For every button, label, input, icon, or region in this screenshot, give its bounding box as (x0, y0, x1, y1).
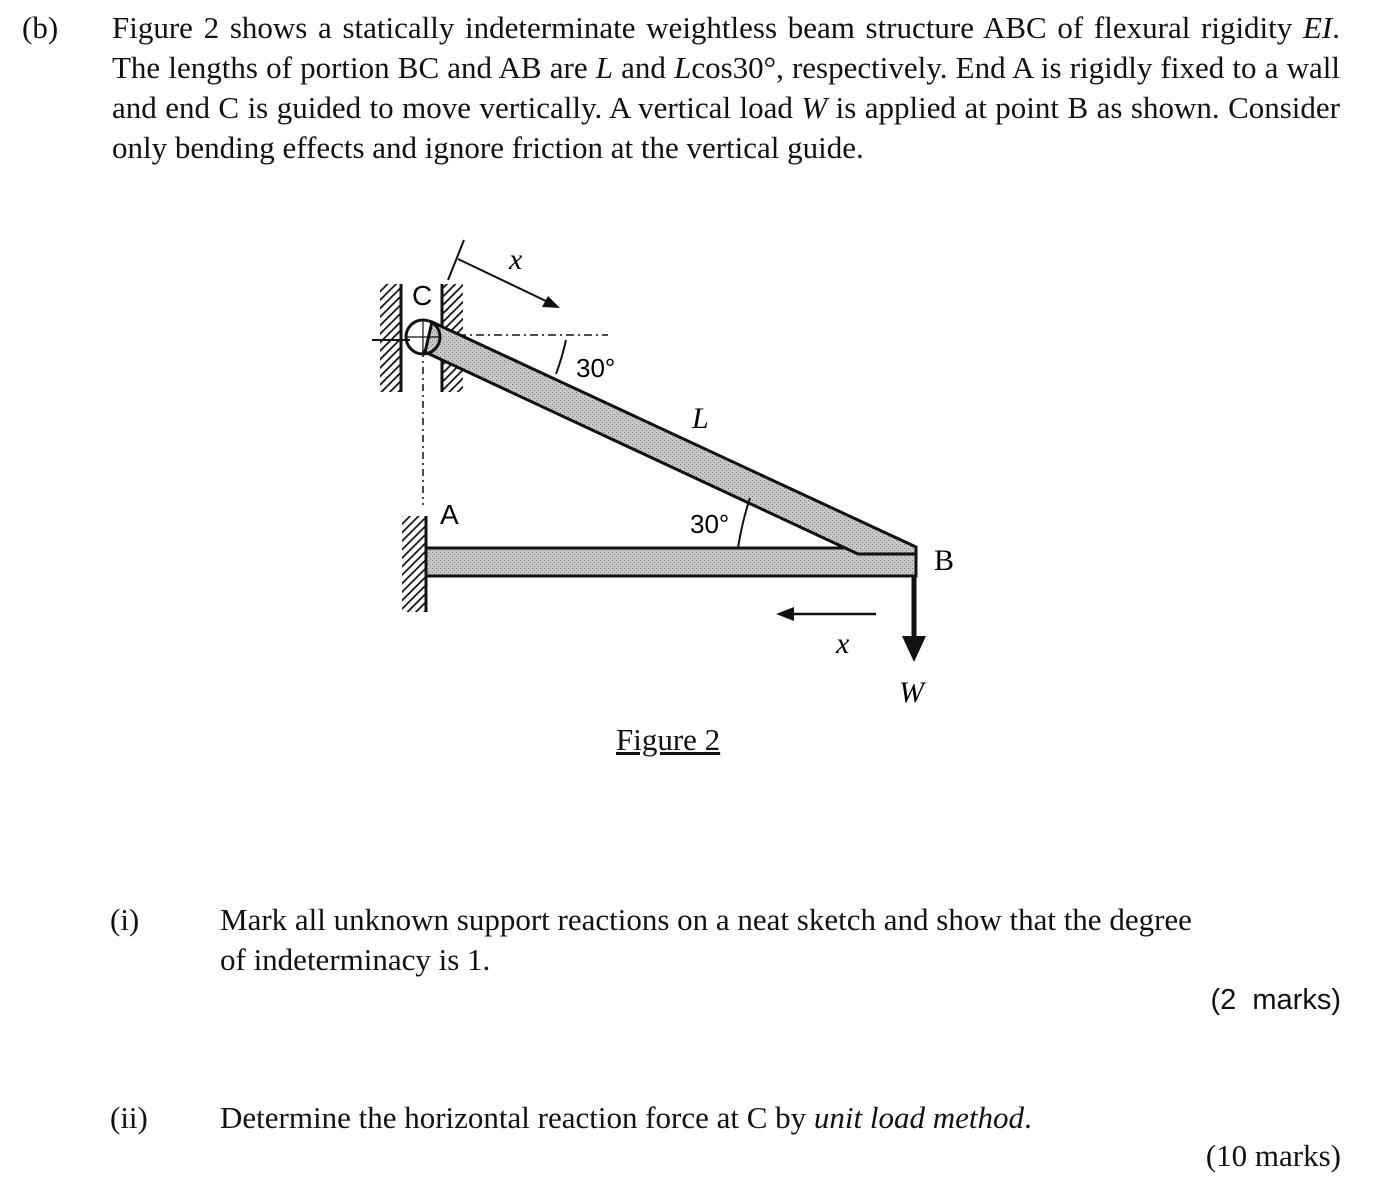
load-w-arrowhead (902, 636, 926, 662)
intro-s1-pre: Figure 2 shows a statically indeterminate weightless beam structure ABC of flexural rigidity (112, 10, 1303, 45)
intro-ei: EI (1302, 10, 1333, 45)
question-1-line-2: of indeterminacy is 1. (220, 942, 491, 977)
question-2-text-post: . (1024, 1100, 1032, 1135)
label-angle-top: 30° (576, 353, 616, 383)
x-arrow-top-shaft (458, 259, 548, 302)
intro-s3-post: is applied at point B as shown. Consider only bending effects and ignore friction at the vertical guide. (112, 90, 1340, 165)
part-label: (b) (22, 10, 59, 45)
label-l: L (692, 402, 709, 435)
label-x-bottom: x (836, 627, 850, 660)
question-2-text-pre: Determine the horizontal reaction force at C by (220, 1100, 814, 1135)
label-b: B (934, 544, 955, 577)
question-1-number: (i) (110, 902, 140, 937)
label-w: W (899, 676, 924, 709)
question-1-marks: (2 marks) (1210, 984, 1341, 1016)
label-x-top: x (509, 243, 523, 276)
beam-bc (425, 322, 916, 554)
label-a: A (440, 499, 459, 530)
intro-len-bc: L (595, 50, 613, 85)
question-2-text (220, 1098, 1032, 1138)
intro-len-ab-rest: cos30°, respectively. End A is rigidly fixed to a wall and end C is guided to move vertically. A vertical load (112, 50, 1340, 125)
question-1-line-1: Mark all unknown support reactions on a neat sketch and show that the degree (220, 902, 1192, 937)
intro-and: and (613, 50, 675, 85)
angle-arc-top (556, 340, 566, 374)
question-2-text-em: unit load method (813, 1100, 1025, 1135)
label-c: C (412, 280, 433, 311)
question-2-number: (ii) (110, 1100, 148, 1135)
question-2-marks: (10 marks) (1205, 1138, 1341, 1173)
fixed-wall-a (402, 516, 426, 612)
intro-len-ab-var: L (674, 50, 692, 85)
x-arrow-top-head (542, 296, 560, 308)
beam-ab (426, 548, 916, 576)
intro-load-var: W (801, 90, 828, 125)
figure-caption: Figure 2 (616, 722, 721, 757)
x-arrow-bottom-head (776, 607, 794, 621)
label-angle-b: 30° (690, 509, 730, 539)
intro-s1-post: . The lengths of portion BC and AB are (112, 10, 1340, 85)
angle-arc-b (738, 498, 750, 548)
guide-wall-left (380, 284, 400, 392)
